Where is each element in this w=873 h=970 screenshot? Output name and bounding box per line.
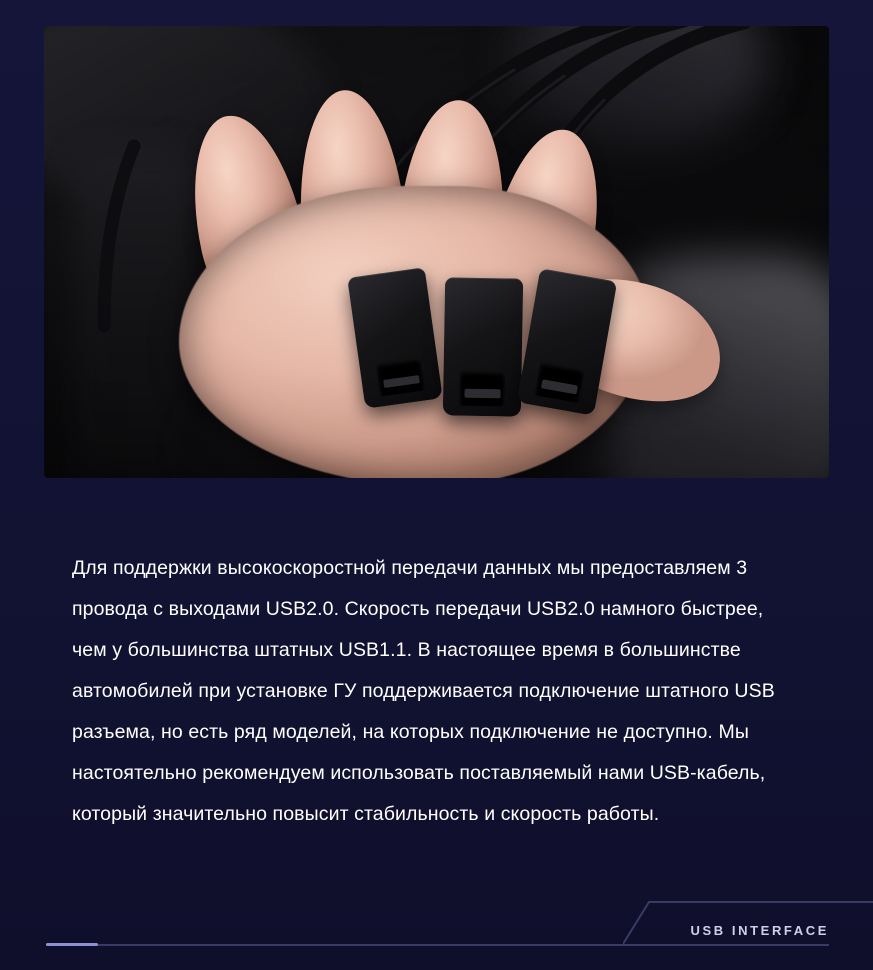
description-paragraph: Для поддержки высокоскоростной передачи данных мы предоставляем 3 провода с выходами USB2.0. Скорость передачи USB2.0 намного быстрее, чем у большинства штатных USB1.1. В настоящее время в большинстве автомобилей при установке ГУ поддерживается подключение штатного USB разъема, но есть ряд моделей, на которых подключение не доступно. Мы настоятельно рекомендуем использовать поставляемый нами USB-кабель, который значительно повысит стабильность и скорость работы. [72,556,775,825]
footer-accent-bar [46,943,98,946]
footer-label: USB INTERFACE [690,923,829,938]
product-photo [44,26,829,478]
footer [0,900,873,970]
usb-port-opening [459,370,505,407]
photo-background [44,26,829,478]
hand [104,66,744,478]
usb-connector-icon [443,277,523,416]
usb-port-opening [535,360,586,403]
usb-port-opening [376,356,426,396]
